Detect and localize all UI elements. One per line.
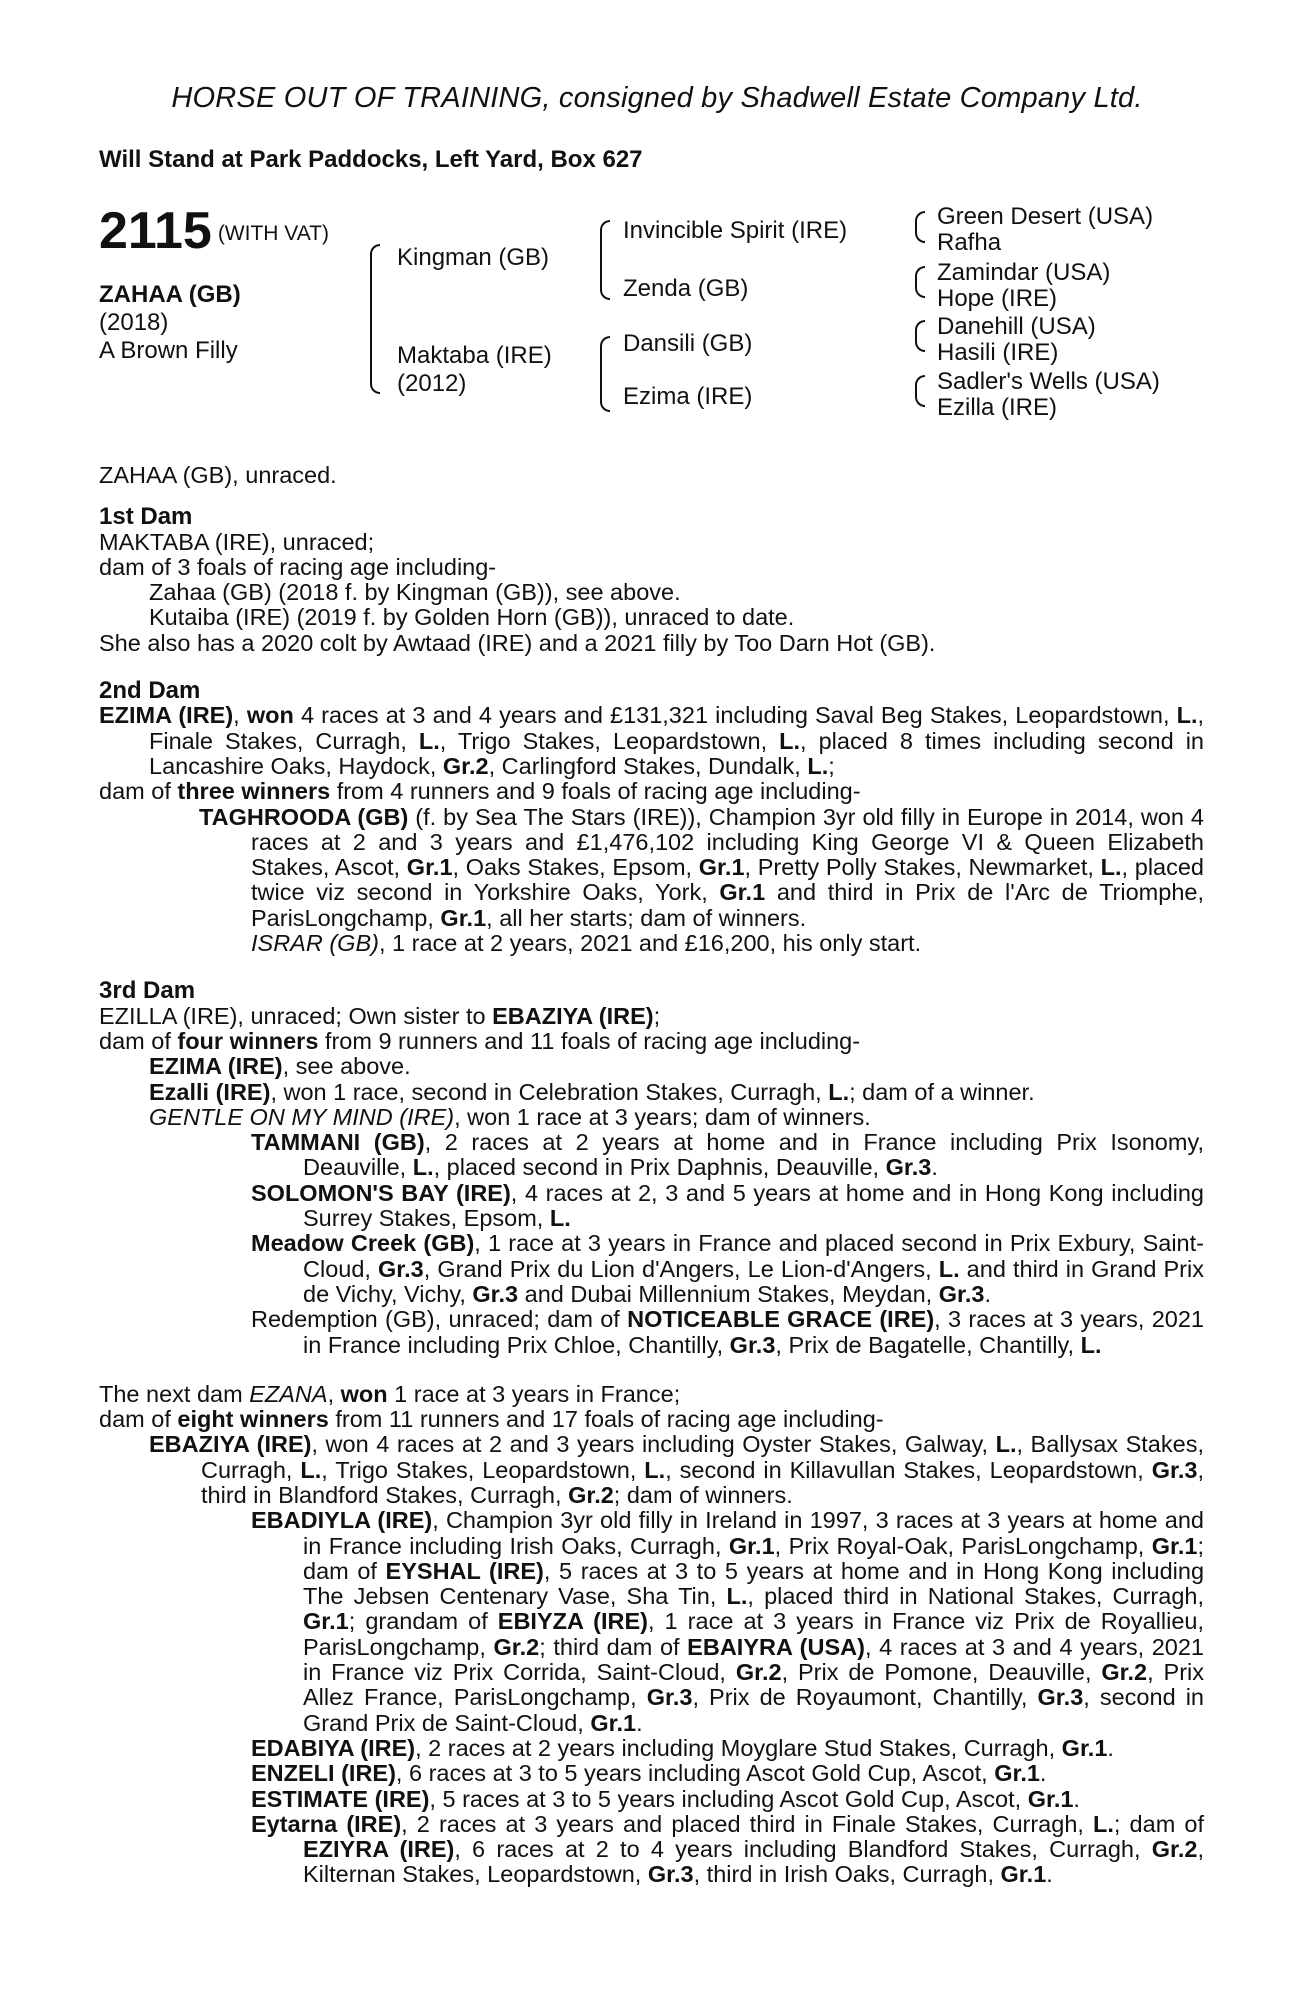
bold-text: Gr.3: [378, 1255, 424, 1282]
ezalli-entry: [99, 1080, 1204, 1105]
text-run: .: [984, 1280, 991, 1307]
pedigree-g8: Ezilla (IRE): [937, 394, 1058, 421]
bold-text: EBADIYLA (IRE): [251, 1507, 433, 1534]
gentle-entry: [99, 1105, 1204, 1130]
bold-text: L.: [995, 1431, 1017, 1458]
first-dam-line-2: dam of 3 foals of racing age including-: [99, 553, 497, 580]
ezilla-line: [99, 1004, 1204, 1029]
bold-text: L.: [1100, 854, 1122, 881]
text-run: , Prix de Royaumont, Chantilly,: [692, 1684, 1038, 1711]
second-dam-heading: 2nd Dam: [99, 677, 201, 705]
text-run: , Trigo Stakes, Leopardstown,: [439, 727, 780, 754]
text-run: , 5 races at 3 to 5 years including Ascot Gold Cup, Ascot,: [429, 1785, 1028, 1812]
text-run: , 3 races at 3 years, 2021 in France including Prix Chloe, Chantilly,: [303, 1306, 1204, 1358]
text-run: , won 1 race, second in Celebration Stakes, Curragh,: [270, 1078, 829, 1105]
pedigree-dam-dam: Ezima (IRE): [623, 383, 753, 410]
bold-text: won: [246, 702, 294, 729]
text-run: Redemption (GB), unraced; dam of: [251, 1306, 628, 1333]
pedigree-g7: Sadler's Wells (USA): [937, 368, 1160, 395]
first-dam-heading: 1st Dam: [99, 503, 193, 531]
bold-text: ESTIMATE (IRE): [251, 1785, 430, 1812]
text-run: , Prix Allez France, ParisLongchamp,: [303, 1659, 1204, 1711]
italic-text: EZANA: [249, 1380, 328, 1407]
text-run: , third in Irish Oaks, Curragh,: [693, 1861, 1001, 1888]
bold-text: TAMMANI (GB): [251, 1129, 425, 1156]
italic-text: GENTLE ON MY MIND (IRE): [149, 1103, 455, 1130]
text-run: ; grandam of: [348, 1608, 498, 1635]
bold-text: L.: [1080, 1331, 1102, 1358]
text-run: , Champion 3yr old filly in Ireland in 1997, 3 races at 3 years at home and in France including Irish Oaks, Curragh,: [303, 1507, 1204, 1559]
text-run: ; dam of winners.: [613, 1481, 793, 1508]
ezima-entry: EZIMA (IRE), won 4 races at 3 and 4 years and £131,321 including Saval Beg Stakes, Leopardstown, L., Finale Stakes, Curragh, L., Trigo Stakes, Leopardstown, L., placed 8 times including second in Lancashire Oaks, Haydock, Gr.2, Carlingford Stakes, Dundalk, L.;: [99, 702, 1205, 779]
pedigree-g3: Zamindar (USA): [937, 259, 1111, 286]
page-title: HORSE OUT OF TRAINING, consigned by Shadwell Estate Company Ltd.: [171, 82, 1143, 114]
text-run: EZILLA (IRE), unraced; Own sister to: [99, 1002, 493, 1029]
lot-number: 2115: [99, 202, 212, 260]
bold-text: Gr.3: [885, 1154, 932, 1181]
text-run: , 2 races at 2 years including Moyglare Stud Stakes, Curragh,: [415, 1734, 1062, 1761]
bold-text: Gr.1: [1027, 1785, 1074, 1812]
bold-text: Gr.1: [994, 1760, 1040, 1787]
ezilla-dam-of: [99, 1029, 1204, 1054]
text-run: 1 race at 3 years in France;: [387, 1380, 681, 1407]
bold-text: Gr.3: [647, 1861, 694, 1888]
redemption-entry: [99, 1307, 1204, 1358]
bold-text: Gr.1: [303, 1608, 349, 1635]
eytarna-entry: [99, 1812, 1204, 1888]
text-run: , 2 races at 2 years at home and in France including Prix Isonomy, Deauville,: [303, 1129, 1204, 1181]
text-run: .: [1046, 1861, 1053, 1888]
next-dam-dam-of: [99, 1407, 1204, 1432]
text-run: , won 1 race at 3 years; dam of winners.: [454, 1103, 871, 1130]
text-run: , 4 races at 3 and 4 years, 2021 in France viz Prix Corrida, Saint-Cloud,: [303, 1633, 1204, 1686]
text-run: and third in Prix de l'Arc de Triomphe, ParisLongchamp,: [251, 879, 1204, 931]
bold-text: eight winners: [177, 1406, 329, 1433]
edabiya-entry: [99, 1736, 1204, 1761]
bold-text: Gr.1: [406, 854, 453, 881]
bold-text: Gr.1: [1061, 1734, 1108, 1761]
bold-text: L.: [300, 1456, 322, 1483]
text-run: , 1 race at 3 years in France and placed second in Prix Exbury, Saint-Cloud,: [303, 1230, 1204, 1282]
bold-text: L.: [418, 727, 440, 754]
pedigree-brace-g3: [915, 320, 925, 352]
text-run: , 6 races at 3 to 5 years including Ascot Gold Cup, Ascot,: [395, 1760, 995, 1787]
bold-text: Ezalli (IRE): [149, 1078, 271, 1105]
text-run: ; dam of: [303, 1532, 1204, 1584]
bold-text: Gr.2: [442, 752, 489, 779]
next-dam-line: [99, 1382, 1204, 1407]
third-dam-heading: 3rd Dam: [99, 977, 196, 1005]
text-run: dam of: [99, 778, 178, 805]
bold-text: EDABIYA (IRE): [251, 1734, 416, 1761]
bold-text: Gr.2: [568, 1481, 614, 1508]
text-run: 4 races at 3 and 4 years and £131,321 including Saval Beg Stakes, Leopardstown,: [293, 702, 1177, 729]
first-dam-line-5: She also has a 2020 colt by Awtaad (IRE) and a 2021 filly by Too Darn Hot (GB).: [99, 629, 936, 656]
bold-text: Gr.3: [646, 1684, 693, 1711]
bold-text: L.: [779, 727, 801, 754]
text-run: , placed third in National Stakes, Curragh,: [747, 1583, 1204, 1610]
pedigree-sire-dam: Zenda (GB): [623, 275, 749, 302]
bold-text: Gr.3: [938, 1280, 985, 1307]
text-run: and Dubai Millennium Stakes, Meydan,: [518, 1280, 939, 1307]
text-run: .: [1039, 1760, 1047, 1787]
enzeli-entry: [99, 1761, 1204, 1786]
text-run: ;: [653, 1002, 661, 1029]
text-run: ,: [327, 1380, 341, 1407]
bold-text: Gr.1: [1000, 1861, 1047, 1888]
vat-label: (WITH VAT): [217, 222, 330, 245]
text-run: , 6 races at 2 to 4 years including Blandford Stakes, Curragh,: [454, 1836, 1152, 1863]
solomon-entry: [99, 1181, 1204, 1232]
text-run: , placed 8 times including second in Lancashire Oaks, Haydock,: [149, 727, 1204, 779]
lot-block: [99, 202, 359, 365]
bold-text: SOLOMON'S BAY (IRE): [251, 1179, 511, 1206]
tammani-entry: [99, 1130, 1204, 1181]
bold-text: EZIYRA (IRE): [303, 1836, 455, 1863]
text-run: .: [636, 1709, 643, 1736]
text-run: , second in Killavullan Stakes, Leopardstown,: [665, 1456, 1152, 1483]
text-run: .: [931, 1154, 938, 1181]
text-run: ; dam of: [1113, 1810, 1204, 1837]
bold-text: Gr.1: [440, 904, 487, 931]
text-run: , Pretty Polly Stakes, Newmarket,: [744, 854, 1101, 881]
ezima-see-above: [99, 1054, 1204, 1079]
bold-text: L.: [807, 752, 829, 779]
israr-entry: [99, 931, 1204, 956]
pedigree-brace-g2: [915, 266, 925, 298]
text-run: dam of: [99, 1406, 178, 1433]
text-run: , 5 races at 3 to 5 years at home and in Hong Kong including The Jebsen Centenary Vase, Sha Tin,: [303, 1557, 1205, 1610]
bold-text: L.: [1093, 1810, 1114, 1837]
text-run: (f. by Sea The Stars (IRE)), Champion 3yr old filly in Europe in 2014, won 4 races at 2 and 3 years and £1,476,102 including King George VI & Queen Elizabeth Stakes, Ascot,: [251, 803, 1204, 881]
bold-text: EBAZIYA (IRE): [492, 1002, 654, 1029]
bold-text: ENZELI (IRE): [251, 1760, 396, 1787]
pedigree-g5: Danehill (USA): [937, 313, 1096, 340]
bold-text: Gr.1: [698, 854, 745, 881]
text-run: , Prix Royal-Oak, ParisLongchamp,: [774, 1532, 1152, 1559]
bold-text: EBIYZA (IRE): [497, 1608, 648, 1635]
bold-text: TAGHROODA (GB): [199, 803, 409, 830]
text-run: , Trigo Stakes, Leopardstown,: [321, 1456, 645, 1483]
text-run: ;: [828, 752, 835, 779]
bold-text: L.: [828, 1078, 850, 1105]
text-run: .: [1073, 1785, 1080, 1812]
bold-text: L.: [938, 1255, 960, 1282]
pedigree-g6: Hasili (IRE): [937, 339, 1059, 366]
bold-text: L.: [726, 1583, 748, 1610]
text-run: ; dam of a winner.: [849, 1078, 1035, 1105]
bold-text: Gr.1: [719, 879, 766, 906]
text-run: .: [1107, 1734, 1114, 1761]
bold-text: L.: [549, 1205, 571, 1232]
bold-text: Gr.2: [1101, 1659, 1148, 1686]
ebadiyla-entry: [99, 1508, 1204, 1736]
catalogue-body: [99, 463, 1204, 1888]
pedigree-g1: Green Desert (USA): [937, 203, 1154, 230]
bold-text: Gr.3: [1037, 1684, 1084, 1711]
text-run: , Finale Stakes, Curragh,: [149, 702, 1205, 754]
text-run: , 1 race at 2 years, 2021 and £16,200, his only start.: [378, 930, 922, 957]
lot-number-line: [99, 202, 359, 260]
text-run: , see above.: [282, 1053, 411, 1080]
bold-text: four winners: [177, 1027, 319, 1054]
text-run: and third in Grand Prix de Vichy, Vichy,: [303, 1255, 1204, 1307]
bold-text: Gr.2: [493, 1633, 540, 1660]
pedigree-brace-main: [370, 244, 380, 394]
text-run: , Carlingford Stakes, Dundalk,: [488, 752, 808, 779]
ezima-dam-of: [99, 779, 1204, 804]
bold-text: Gr.3: [1151, 1456, 1198, 1483]
horse-year: (2018): [99, 309, 169, 336]
text-run: , third in Blandford Stakes, Curragh,: [201, 1456, 1204, 1508]
text-run: ; third dam of: [539, 1633, 688, 1660]
bold-text: NOTICEABLE GRACE (IRE): [627, 1306, 935, 1333]
pedigree-g4: Hope (IRE): [937, 285, 1058, 312]
italic-text: ISRAR (GB): [251, 930, 379, 957]
bold-text: L.: [644, 1456, 666, 1483]
bold-text: EZIMA (IRE): [149, 1053, 283, 1080]
bold-text: EBAIYRA (USA): [687, 1633, 865, 1660]
text-run: , 1 race at 3 years in France viz Prix de Royallieu, ParisLongchamp,: [303, 1608, 1204, 1660]
text-run: , Grand Prix du Lion d'Angers, Le Lion-d'Angers,: [423, 1255, 939, 1282]
text-run: , placed twice viz second in Yorkshire Oaks, York,: [251, 854, 1204, 906]
bold-text: Gr.2: [735, 1659, 782, 1686]
horse-description: A Brown Filly: [99, 337, 238, 364]
text-run: , 2 races at 3 years and placed third in Finale Stakes, Curragh,: [401, 1810, 1094, 1837]
intro-line: ZAHAA (GB), unraced.: [99, 462, 337, 488]
text-run: , Ballysax Stakes, Curragh,: [201, 1431, 1204, 1483]
horse-name: ZAHAA (GB): [99, 281, 241, 308]
bold-text: Eytarna (IRE): [251, 1810, 402, 1837]
text-run: , Prix de Pomone, Deauville,: [781, 1659, 1102, 1686]
bold-text: Gr.3: [472, 1280, 519, 1307]
pedigree-brace-g4: [915, 375, 925, 407]
text-run: , all her starts; dam of winners.: [486, 904, 807, 931]
bold-text: L.: [1176, 702, 1198, 729]
bold-text: EZIMA (IRE): [99, 702, 234, 729]
pedigree-sire: Kingman (GB): [397, 244, 550, 271]
bold-text: EBAZIYA (IRE): [149, 1431, 312, 1458]
meadow-entry: [99, 1231, 1204, 1307]
pedigree-g2: Rafha: [937, 229, 1002, 256]
pedigree-sire-sire: Invincible Spirit (IRE): [623, 217, 848, 244]
text-run: dam of: [99, 1027, 178, 1054]
estimate-entry: [99, 1787, 1204, 1812]
bold-text: Gr.3: [729, 1331, 776, 1358]
text-run: from 11 runners and 17 foals of racing age including-: [328, 1406, 884, 1433]
first-dam-line-3: Zahaa (GB) (2018 f. by Kingman (GB)), see above.: [149, 579, 681, 606]
bold-text: L.: [412, 1154, 434, 1181]
pedigree-dam-year: (2012): [397, 370, 467, 397]
bold-text: won: [340, 1380, 388, 1407]
pedigree-brace-g1: [915, 211, 925, 243]
text-run: from 4 runners and 9 foals of racing age including-: [330, 778, 861, 805]
first-dam-line-1: MAKTABA (IRE), unraced;: [99, 528, 375, 555]
bold-text: Gr.1: [728, 1532, 775, 1559]
text-run: , 4 races at 2, 3 and 5 years at home and in Hong Kong including Surrey Stakes, Epsom,: [303, 1179, 1205, 1232]
text-run: The next dam: [99, 1380, 250, 1407]
text-run: , Prix de Bagatelle, Chantilly,: [775, 1331, 1081, 1358]
pedigree-brace-dam: [600, 336, 610, 412]
first-dam-line-4: Kutaiba (IRE) (2019 f. by Golden Horn (GB)), unraced to date.: [149, 604, 795, 631]
taghrooda-entry: [99, 805, 1204, 931]
bold-text: Gr.1: [590, 1709, 637, 1736]
bold-text: Gr.2: [1151, 1836, 1198, 1863]
text-run: , Oaks Stakes, Epsom,: [452, 854, 699, 881]
text-run: from 9 runners and 11 foals of racing age including-: [318, 1027, 861, 1054]
text-run: , Kilternan Stakes, Leopardstown,: [303, 1836, 1204, 1888]
stand-location: Will Stand at Park Paddocks, Left Yard, Box 627: [99, 146, 643, 173]
pedigree-dam-sire: Dansili (GB): [623, 330, 753, 357]
text-run: , second in Grand Prix de Saint-Cloud,: [303, 1684, 1204, 1736]
text-run: , placed second in Prix Daphnis, Deauville,: [433, 1154, 886, 1181]
pedigree-dam: Maktaba (IRE): [397, 342, 552, 369]
pedigree-brace-sire: [600, 220, 610, 300]
ebaziya-entry: [99, 1432, 1204, 1508]
bold-text: EYSHAL (IRE): [385, 1557, 544, 1584]
bold-text: Gr.1: [1151, 1532, 1198, 1559]
text-run: , won 4 races at 2 and 3 years including Oyster Stakes, Galway,: [311, 1431, 996, 1458]
bold-text: three winners: [177, 778, 331, 805]
bold-text: Meadow Creek (GB): [251, 1230, 475, 1257]
